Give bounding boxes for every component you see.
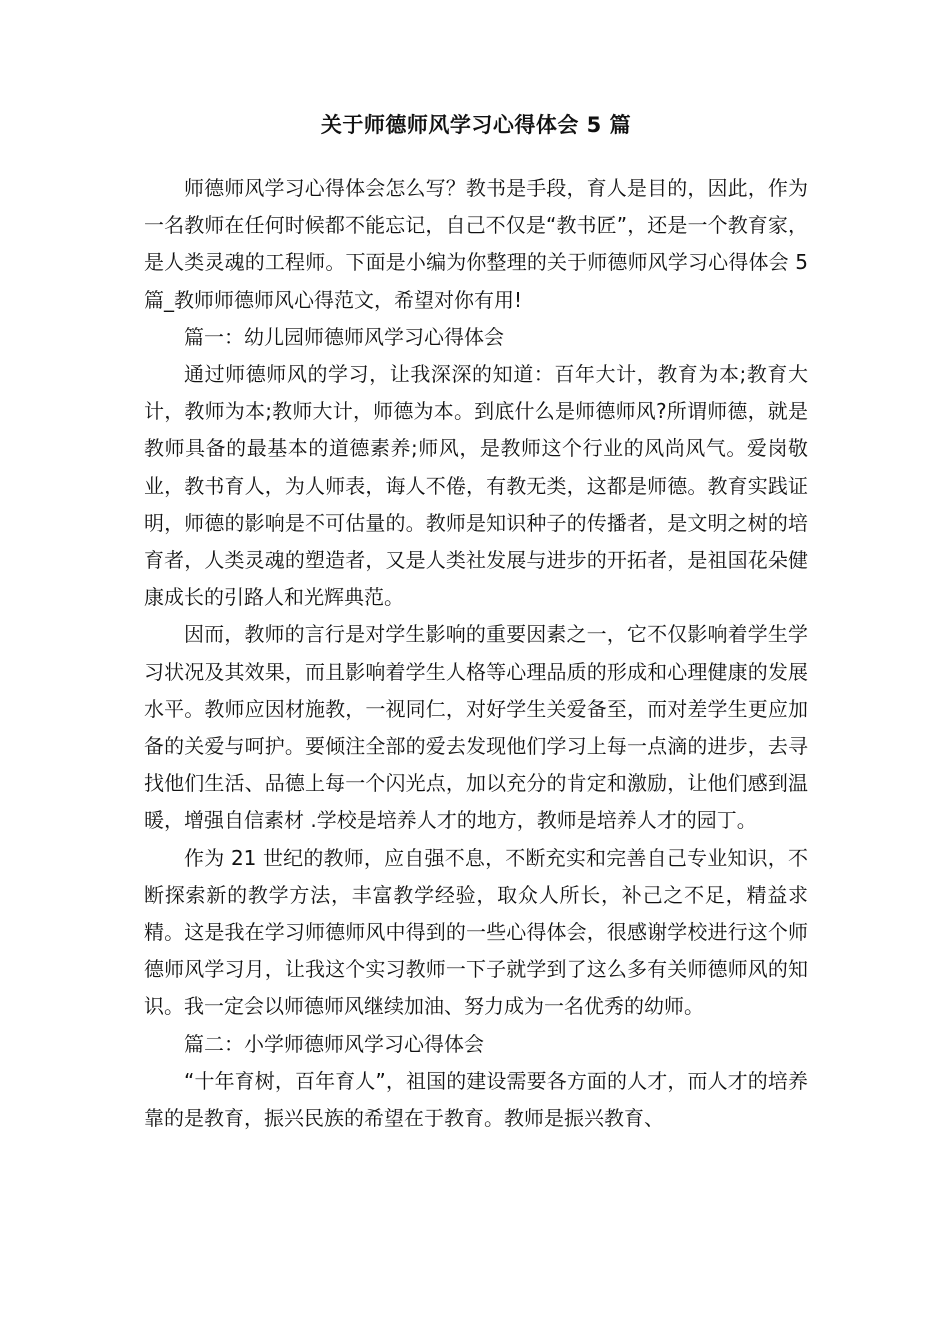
paragraph-1-2: 因而，教师的言行是对学生影响的重要因素之一，它不仅影响着学生学习状况及其效果，而且影响着学生人格等心理品质的形成和心理健康的发展水平。教师应因材施教，一视同仁，对好学生关爱备至，而对差学生更应加备的关爱与呵护。要倾注全部的爱去发现他们学习上每一点滴的进步，去寻找他们生活、品德上每一个闪光点，加以充分的肯定和激励，让他们感到温暖，增强自信素材 .学校是培养人才的地方，教师是培养人才的园丁。 [144,622,808,833]
section-heading-2: 篇二：小学师德师风学习心得体会 [184,1031,484,1056]
paragraph-intro: 师德师风学习心得体会怎么写？教书是手段，育人是目的，因此，作为一名教师在任何时候都不能忘记，自己不仅是“教书匠”，还是一个教育家，是人类灵魂的工程师。下面是小编为你整理的关于师德师风学习心得体会 5 篇_教师师德师风心得范文，希望对你有用! [144,176,808,312]
document-page [144,108,808,1137]
paragraph-1-1: 通过师德师风的学习，让我深深的知道：百年大计，教育为本;教育大计，教师为本;教师大计，师德为本。到底什么是师德师风?所谓师德，就是教师具备的最基本的道德素养;师风，是教师这个行业的风尚风气。爱岗敬业，教书育人，为人师表，诲人不倦，有教无类，这都是师德。教育实践证明，师德的影响是不可估量的。教师是知识种子的传播者，是文明之树的培育者，人类灵魂的塑造者，又是人类社发展与进步的开拓者，是祖国花朵健康成长的引路人和光辉典范。 [144,362,808,610]
paragraph-1-3: 作为 21 世纪的教师，应自强不息，不断充实和完善自己专业知识，不断探索新的教学方法，丰富教学经验，取众人所长，补己之不足，精益求精。这是我在学习师德师风中得到的一些心得体会，很感谢学校进行这个师德师风学习月，让我这个实习教师一下子就学到了这么多有关师德师风的知识。我一定会以师德师风继续加油、努力成为一名优秀的幼师。 [144,845,808,1019]
section-heading-1: 篇一：幼儿园师德师风学习心得体会 [184,324,504,349]
paragraph-2-1: “十年育树，百年育人”，祖国的建设需要各方面的人才，而人才的培养靠的是教育，振兴民族的希望在于教育。教师是振兴教育、 [144,1068,808,1131]
document-title: 关于师德师风学习心得体会 5 篇 [320,113,632,137]
